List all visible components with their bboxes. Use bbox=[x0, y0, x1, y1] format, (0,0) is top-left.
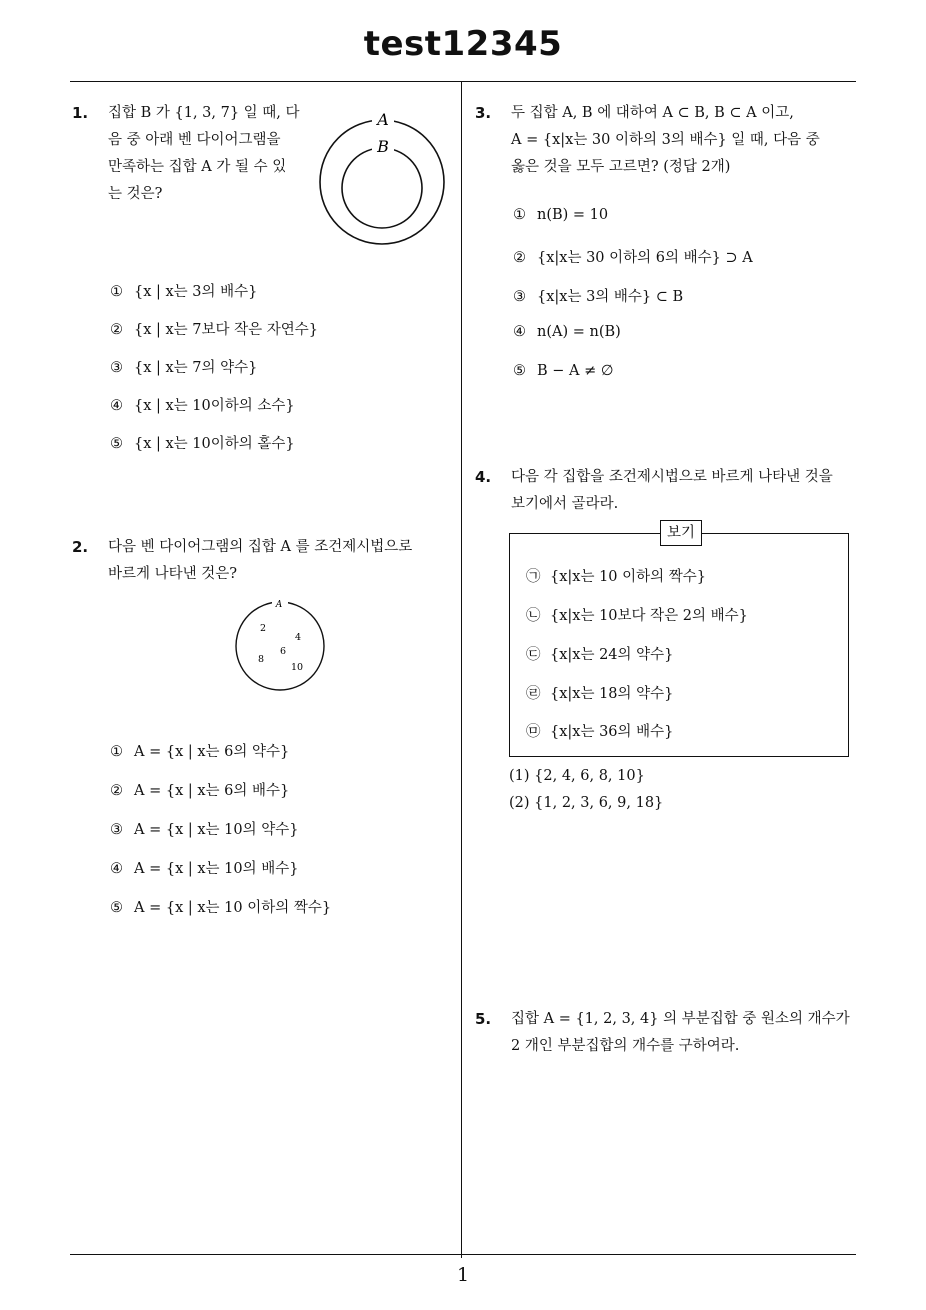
option-text: {x|x는 3의 배수} ⊂ B bbox=[537, 289, 684, 305]
question-line: 보기에서 골라라. bbox=[511, 496, 619, 512]
option-mark: ① bbox=[110, 744, 123, 760]
venn-element: 4 bbox=[294, 632, 302, 643]
page-title: test12345 bbox=[363, 24, 563, 64]
venn-element: 2 bbox=[259, 623, 267, 634]
option-mark: ② bbox=[110, 322, 123, 338]
option-mark: ⑤ bbox=[110, 436, 123, 452]
example-text: {x|x는 10보다 작은 2의 배수} bbox=[550, 608, 748, 624]
option-text: {x | x는 7보다 작은 자연수} bbox=[134, 322, 319, 338]
example-mark: ㉢ bbox=[526, 647, 541, 663]
option-text: n(A) = n(B) bbox=[537, 324, 621, 340]
sub-question-2: (2) {1, 2, 3, 6, 9, 18} bbox=[509, 795, 664, 811]
example-item bbox=[526, 720, 673, 741]
footer-rule bbox=[70, 1254, 856, 1255]
question-line: 만족하는 집합 A 가 될 수 있 bbox=[108, 159, 287, 175]
option-text: {x | x는 10이하의 홀수} bbox=[134, 436, 295, 452]
question-text bbox=[511, 100, 820, 181]
question-line: 2 개인 부분집합의 개수를 구하여라. bbox=[511, 1038, 740, 1054]
example-text: {x|x는 36의 배수} bbox=[550, 724, 674, 740]
option-mark: ② bbox=[513, 250, 526, 266]
option-mark: ③ bbox=[110, 822, 123, 838]
question-line: 옳은 것을 모두 고르면? (정답 2개) bbox=[511, 159, 731, 175]
question-line: 바르게 나타낸 것은? bbox=[108, 566, 238, 582]
option-text: A = {x | x는 10 이하의 짝수} bbox=[134, 900, 332, 916]
example-item bbox=[526, 682, 673, 703]
option-4[interactable] bbox=[110, 394, 295, 415]
question-text bbox=[511, 1006, 850, 1060]
example-mark: ㉤ bbox=[526, 724, 541, 740]
example-mark: ㉡ bbox=[526, 608, 541, 624]
option-mark: ⑤ bbox=[513, 363, 526, 379]
venn-element: 6 bbox=[279, 646, 287, 657]
question-text bbox=[108, 534, 412, 588]
venn-diagram-set-a bbox=[228, 596, 332, 696]
option-5[interactable] bbox=[513, 363, 614, 379]
page-number: 1 bbox=[456, 1264, 470, 1286]
question-line: 다음 각 집합을 조건제시법으로 바르게 나타낸 것을 bbox=[511, 469, 833, 485]
option-mark: ② bbox=[110, 783, 123, 799]
question-line: 음 중 아래 벤 다이어그램을 bbox=[108, 132, 281, 148]
header-rule bbox=[70, 81, 856, 82]
option-mark: ④ bbox=[110, 398, 123, 414]
option-2[interactable] bbox=[110, 318, 318, 339]
venn-label: A bbox=[275, 600, 283, 610]
question-line: 두 집합 A, B 에 대하여 A ⊂ B, B ⊂ A 이고, bbox=[511, 105, 794, 121]
option-text: A = {x | x는 10의 배수} bbox=[134, 861, 299, 877]
question-number: 4. bbox=[475, 468, 492, 486]
option-text: B − A ≠ ∅ bbox=[537, 363, 614, 379]
option-mark: ③ bbox=[110, 360, 123, 376]
example-text: {x|x는 18의 약수} bbox=[550, 686, 674, 702]
option-text: A = {x | x는 6의 약수} bbox=[134, 744, 290, 760]
option-2[interactable] bbox=[110, 779, 289, 800]
option-mark: ① bbox=[513, 207, 526, 223]
venn-element: 10 bbox=[290, 662, 304, 673]
question-line: A = {x|x는 30 이하의 3의 배수} 일 때, 다음 중 bbox=[511, 132, 820, 148]
example-box-label: 보기 bbox=[660, 520, 702, 546]
option-mark: ③ bbox=[513, 289, 526, 305]
column-divider bbox=[461, 82, 462, 1258]
venn-diagram-nested bbox=[316, 106, 456, 250]
question-number: 1. bbox=[72, 104, 89, 122]
question-text bbox=[108, 100, 300, 208]
option-text: n(B) = 10 bbox=[537, 207, 609, 223]
sub-question-1: (1) {2, 4, 6, 8, 10} bbox=[509, 768, 645, 784]
example-text: {x|x는 24의 약수} bbox=[550, 647, 674, 663]
question-number: 5. bbox=[475, 1010, 492, 1028]
question-number: 3. bbox=[475, 104, 492, 122]
option-4[interactable] bbox=[110, 857, 298, 878]
option-mark: ⑤ bbox=[110, 900, 123, 916]
option-3[interactable] bbox=[513, 285, 683, 306]
venn-element: 8 bbox=[257, 654, 265, 665]
option-2[interactable] bbox=[513, 246, 753, 267]
venn-inner-label: B bbox=[377, 137, 389, 156]
option-1[interactable] bbox=[110, 280, 257, 301]
example-item bbox=[526, 643, 673, 664]
option-1[interactable] bbox=[513, 207, 608, 223]
option-5[interactable] bbox=[110, 896, 331, 917]
option-text: {x | x는 3의 배수} bbox=[134, 284, 258, 300]
option-text: {x|x는 30 이하의 6의 배수} ⊃ A bbox=[537, 250, 753, 266]
option-5[interactable] bbox=[110, 432, 295, 453]
option-text: A = {x | x는 10의 약수} bbox=[134, 822, 299, 838]
question-line: 집합 A = {1, 2, 3, 4} 의 부분집합 중 원소의 개수가 bbox=[511, 1011, 850, 1027]
option-1[interactable] bbox=[110, 740, 289, 761]
option-mark: ④ bbox=[110, 861, 123, 877]
option-3[interactable] bbox=[110, 818, 298, 839]
option-text: {x | x는 10이하의 소수} bbox=[134, 398, 295, 414]
option-text: A = {x | x는 6의 배수} bbox=[134, 783, 290, 799]
option-mark: ① bbox=[110, 284, 123, 300]
option-text: {x | x는 7의 약수} bbox=[134, 360, 258, 376]
option-4[interactable] bbox=[513, 324, 621, 340]
option-mark: ④ bbox=[513, 324, 526, 340]
example-mark: ㉣ bbox=[526, 686, 541, 702]
question-line: 는 것은? bbox=[108, 186, 163, 202]
question-number: 2. bbox=[72, 538, 89, 556]
example-text: {x|x는 10 이하의 짝수} bbox=[550, 569, 707, 585]
question-line: 다음 벤 다이어그램의 집합 A 를 조건제시법으로 bbox=[108, 539, 413, 555]
example-item bbox=[526, 565, 706, 586]
example-item bbox=[526, 604, 748, 625]
question-text bbox=[511, 464, 833, 518]
option-3[interactable] bbox=[110, 356, 257, 377]
venn-outer-label: A bbox=[377, 110, 389, 129]
example-mark: ㉠ bbox=[526, 569, 541, 585]
question-line: 집합 B 가 {1, 3, 7} 일 때, 다 bbox=[108, 105, 300, 121]
